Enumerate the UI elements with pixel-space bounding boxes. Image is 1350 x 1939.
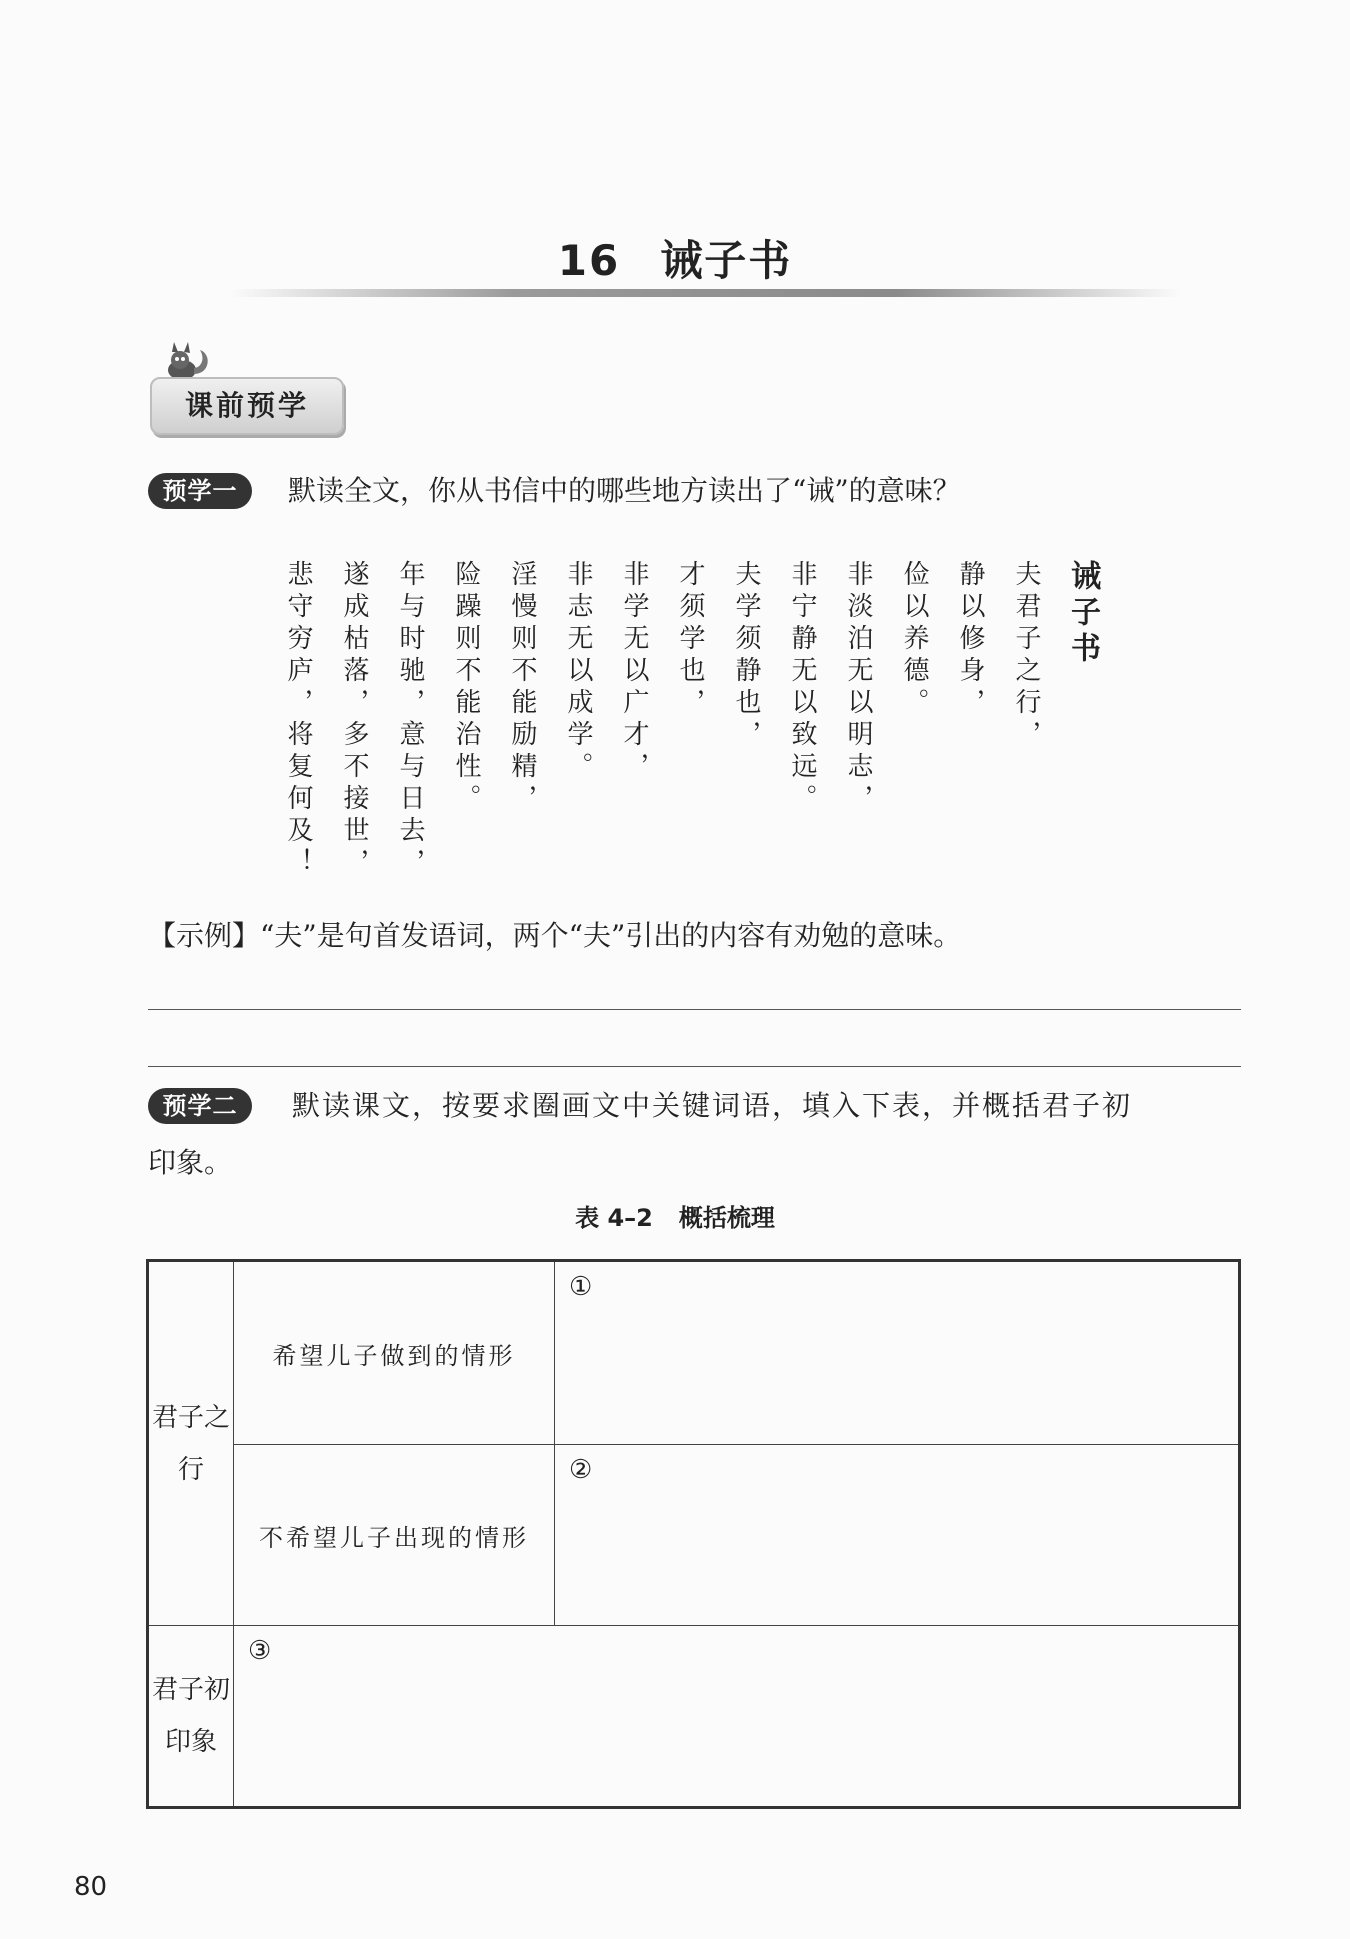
row-header-impression: 君子初印象 (148, 1626, 234, 1808)
poem-line: 才须学也， (675, 560, 705, 720)
poem-line: 静以修身， (955, 560, 985, 720)
poem-line: 年与时驰，意与日去， (395, 560, 425, 880)
poem-line: 夫君子之行， (1011, 560, 1041, 752)
answer-line-1[interactable] (148, 1009, 1241, 1010)
answer-cell-2[interactable] (555, 1445, 1240, 1626)
squirrel-mascot-icon (160, 340, 214, 382)
answer-marker-1: ① (569, 1272, 593, 1302)
lesson-number: 16 (557, 236, 621, 285)
lesson-title (0, 228, 1350, 288)
summary-table (146, 1259, 1241, 1809)
poem-line: 非学无以广才， (619, 560, 649, 784)
poem-line: 悲守穷庐，将复何及！ (283, 560, 313, 880)
preview-question-2-line2: 印象。 (148, 1146, 233, 1179)
preview-question-2-line1: 默读课文，按要求圈画文中关键词语，填入下表，并概括君子初 (292, 1089, 1133, 1122)
answer-cell-3[interactable] (234, 1626, 1240, 1808)
example-answer: 【示例】“夫”是句首发语词，两个“夫”引出的内容有劝勉的意味。 (148, 919, 962, 952)
table-number: 表 4–2 (575, 1204, 653, 1232)
answer-cell-1[interactable] (555, 1261, 1240, 1445)
poem-line: 非淡泊无以明志， (843, 560, 873, 816)
table-title: 概括梳理 (678, 1204, 775, 1232)
preview-badge-2: 预学二 (148, 1088, 252, 1124)
poem-line: 夫学须静也， (731, 560, 761, 752)
table-caption (0, 1198, 1350, 1233)
row-label-hope: 希望儿子做到的情形 (234, 1261, 555, 1445)
poem-line: 非宁静无以致远。 (787, 560, 817, 816)
title-underline (230, 289, 1180, 297)
answer-marker-2: ② (569, 1455, 593, 1485)
row-label-avoid: 不希望儿子出现的情形 (234, 1445, 555, 1626)
poem-text (280, 560, 1110, 890)
page-number: 80 (74, 1872, 108, 1902)
section-label: 课前预学 (150, 377, 344, 435)
poem-line: 俭以养德。 (899, 560, 929, 720)
preview-question-1: 默读全文，你从书信中的哪些地方读出了“诫”的意味？ (288, 474, 961, 507)
answer-marker-3: ③ (248, 1636, 272, 1666)
preview-badge-1: 预学一 (148, 473, 252, 509)
answer-line-2[interactable] (148, 1066, 1241, 1067)
poem-line: 非志无以成学。 (563, 560, 593, 784)
lesson-name: 诫子书 (660, 236, 793, 285)
poem-line: 险躁则不能治性。 (451, 560, 481, 816)
poem-line: 遂成枯落，多不接世， (339, 560, 369, 880)
row-group-header: 君子之行 (148, 1261, 234, 1626)
poem-line: 淫慢则不能励精， (507, 560, 537, 816)
poem-title: 诫子书 (1065, 560, 1100, 668)
